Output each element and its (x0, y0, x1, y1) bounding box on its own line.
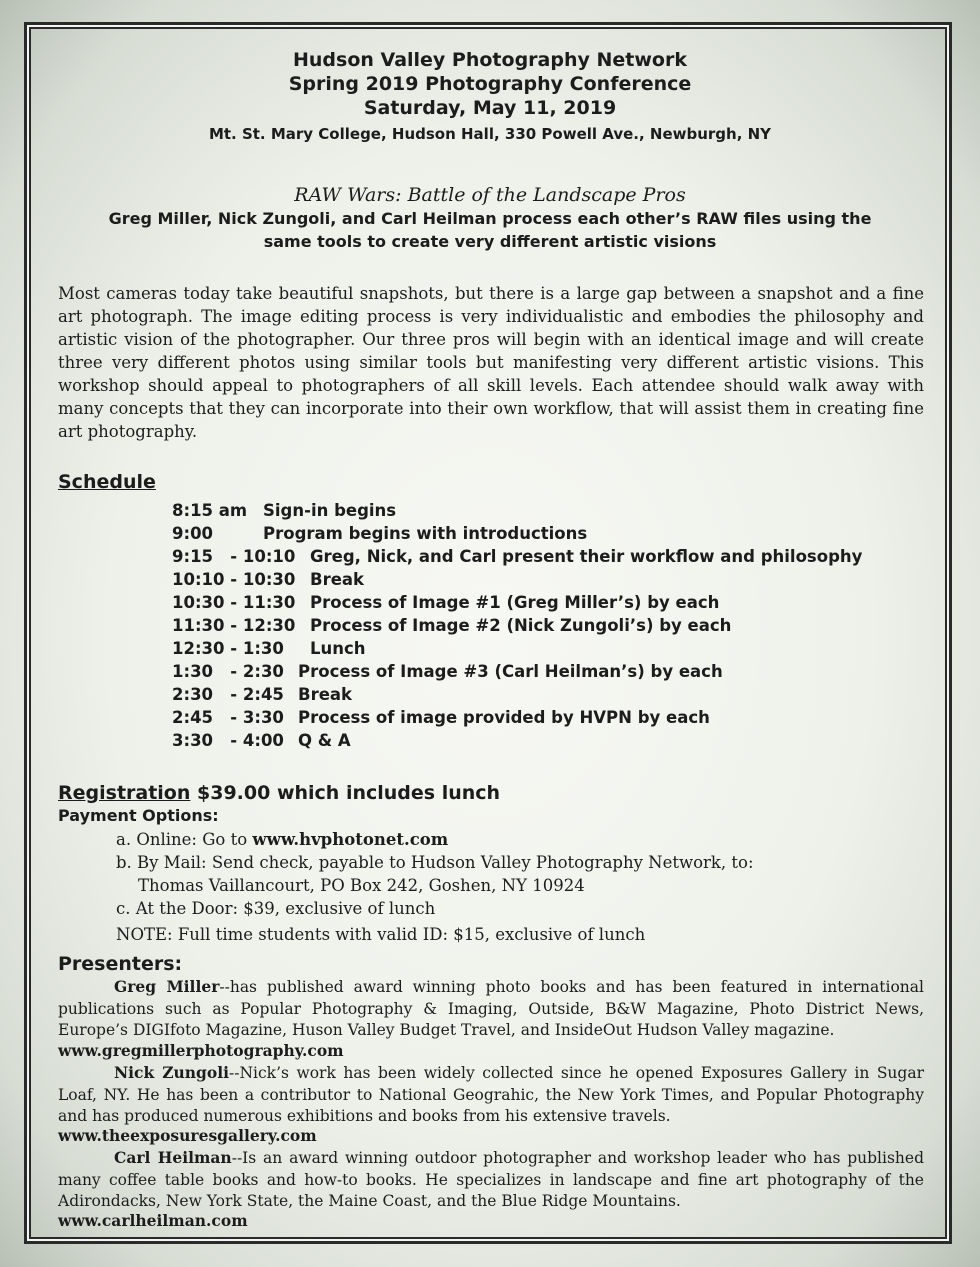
schedule-row (172, 568, 862, 591)
payment-options-list (116, 828, 754, 946)
org-name: Hudson Valley Photography Network (293, 49, 687, 71)
schedule-heading: Schedule (58, 471, 156, 493)
schedule-row (172, 591, 862, 614)
payment-mail-address: Thomas Vaillancourt, PO Box 242, Goshen, NY 10924 (138, 876, 585, 895)
presenter-url-greg[interactable]: www.gregmillerphotography.com (58, 1041, 344, 1060)
schedule-time: 8:15 am (172, 501, 248, 520)
registration-price: $39.00 which includes lunch (197, 782, 501, 804)
schedule-row (172, 706, 862, 729)
flyer-header (0, 48, 980, 145)
schedule-activity: Lunch (310, 639, 366, 658)
session-subtitle-line1: Greg Miller, Nick Zungoli, and Carl Heilman process each other’s RAW files using the (108, 209, 872, 228)
schedule-activity: Program begins with introductions (263, 524, 588, 543)
schedule-row (172, 637, 862, 660)
presenter-bio-carl: Carl Heilman--Is an award winning outdoor photographer and workshop leader who has published many coffee table books and how-to books. He specializes in landscape and fine art photography of the Adirondacks, New York State, the Maine Coast, and the Blue Ridge Mountains. (58, 1148, 924, 1210)
schedule-activity: Process of Image #1 (Greg Miller’s) by each (310, 593, 720, 612)
presenter-name: Greg Miller (114, 977, 220, 996)
session-description: Most cameras today take beautiful snapshots, but there is a large gap between a snapshot and a fine art photograph. The image editing process is very individualistic and embodies the philosophy and artistic vision of the photographer. Our three pros will begin with an identical image and will create three very different photos using similar tools but manifesting very different artistic visions. This workshop should appeal to photographers of all skill levels. Each attendee should walk away with many concepts that they can incorporate into their own workflow, that will assist them in creating fine art photography. (58, 284, 924, 441)
presenter-name: Nick Zungoli (114, 1063, 229, 1082)
schedule-row (172, 499, 862, 522)
session-title: RAW Wars: Battle of the Landscape Pros (294, 184, 686, 206)
schedule-time: 3:30 - 4:00 (172, 731, 284, 750)
schedule-time: 9:15 - 10:10 (172, 547, 296, 566)
schedule-activity: Break (298, 685, 353, 704)
payment-option-door: c. At the Door: $39, exclusive of lunch (116, 899, 436, 918)
presenter-url-carl[interactable]: www.carlheilman.com (58, 1211, 248, 1230)
schedule-time: 1:30 - 2:30 (172, 662, 284, 681)
schedule-row (172, 660, 862, 683)
schedule-row (172, 729, 862, 752)
schedule-row (172, 522, 862, 545)
session-header (0, 183, 980, 253)
presenter-url-nick[interactable]: www.theexposuresgallery.com (58, 1126, 317, 1145)
payment-options-label: Payment Options: (58, 806, 219, 825)
event-location: Mt. St. Mary College, Hudson Hall, 330 Powell Ave., Newburgh, NY (208, 125, 772, 143)
event-date: Saturday, May 11, 2019 (363, 97, 617, 119)
schedule-time: 11:30 - 12:30 (172, 616, 296, 635)
schedule-activity: Greg, Nick, and Carl present their workflow and philosophy (310, 547, 863, 566)
schedule-activity: Process of image provided by HVPN by each (298, 708, 710, 727)
schedule-time: 12:30 - 1:30 (172, 639, 284, 658)
schedule-activity: Break (310, 570, 365, 589)
schedule-time: 10:30 - 11:30 (172, 593, 296, 612)
presenters-heading: Presenters: (58, 953, 183, 975)
presenter-name: Carl Heilman (114, 1148, 232, 1167)
presenter-bio-nick: Nick Zungoli--Nick’s work has been widely collected since he opened Exposures Gallery in Sugar Loaf, NY. He has been a contributor to National Geograhic, the New York Times, and Popular Photography and has produced numerous exhibitions and books from his extensive travels. (58, 1063, 924, 1125)
schedule-activity: Process of Image #3 (Carl Heilman’s) by each (298, 662, 723, 681)
event-name: Spring 2019 Photography Conference (288, 73, 692, 95)
schedule-activity: Process of Image #2 (Nick Zungoli’s) by each (310, 616, 732, 635)
schedule-activity: Sign-in begins (263, 501, 397, 520)
payment-option-mail: b. By Mail: Send check, payable to Hudson Valley Photography Network, to: (116, 853, 754, 872)
schedule-row (172, 683, 862, 706)
schedule-time: 2:45 - 3:30 (172, 708, 284, 727)
registration-heading (58, 781, 500, 805)
hvpn-website-link[interactable]: www.hvphotonet.com (252, 830, 449, 849)
schedule-list (172, 499, 862, 752)
schedule-time: 2:30 - 2:45 (172, 685, 284, 704)
schedule-time: 10:10 - 10:30 (172, 570, 296, 589)
schedule-activity: Q & A (298, 731, 351, 750)
presenter-bio-greg: Greg Miller--has published award winning photo books and has been featured in international publications such as Popular Photography & Imaging, Outside, B&W Magazine, Photo District News, Europe’s DIGIfoto Magazine, Huson Valley Budget Travel, and InsideOut Hudson Valley magazine. (58, 977, 924, 1039)
session-subtitle-line2: same tools to create very different artistic visions (263, 232, 717, 251)
schedule-row (172, 545, 862, 568)
payment-option-online: a. Online: Go to www.hvphotonet.com (116, 830, 449, 849)
student-note: NOTE: Full time students with valid ID: $15, exclusive of lunch (116, 925, 646, 944)
schedule-time: 9:00 (172, 524, 214, 543)
schedule-row (172, 614, 862, 637)
registration-label: Registration (58, 782, 191, 804)
